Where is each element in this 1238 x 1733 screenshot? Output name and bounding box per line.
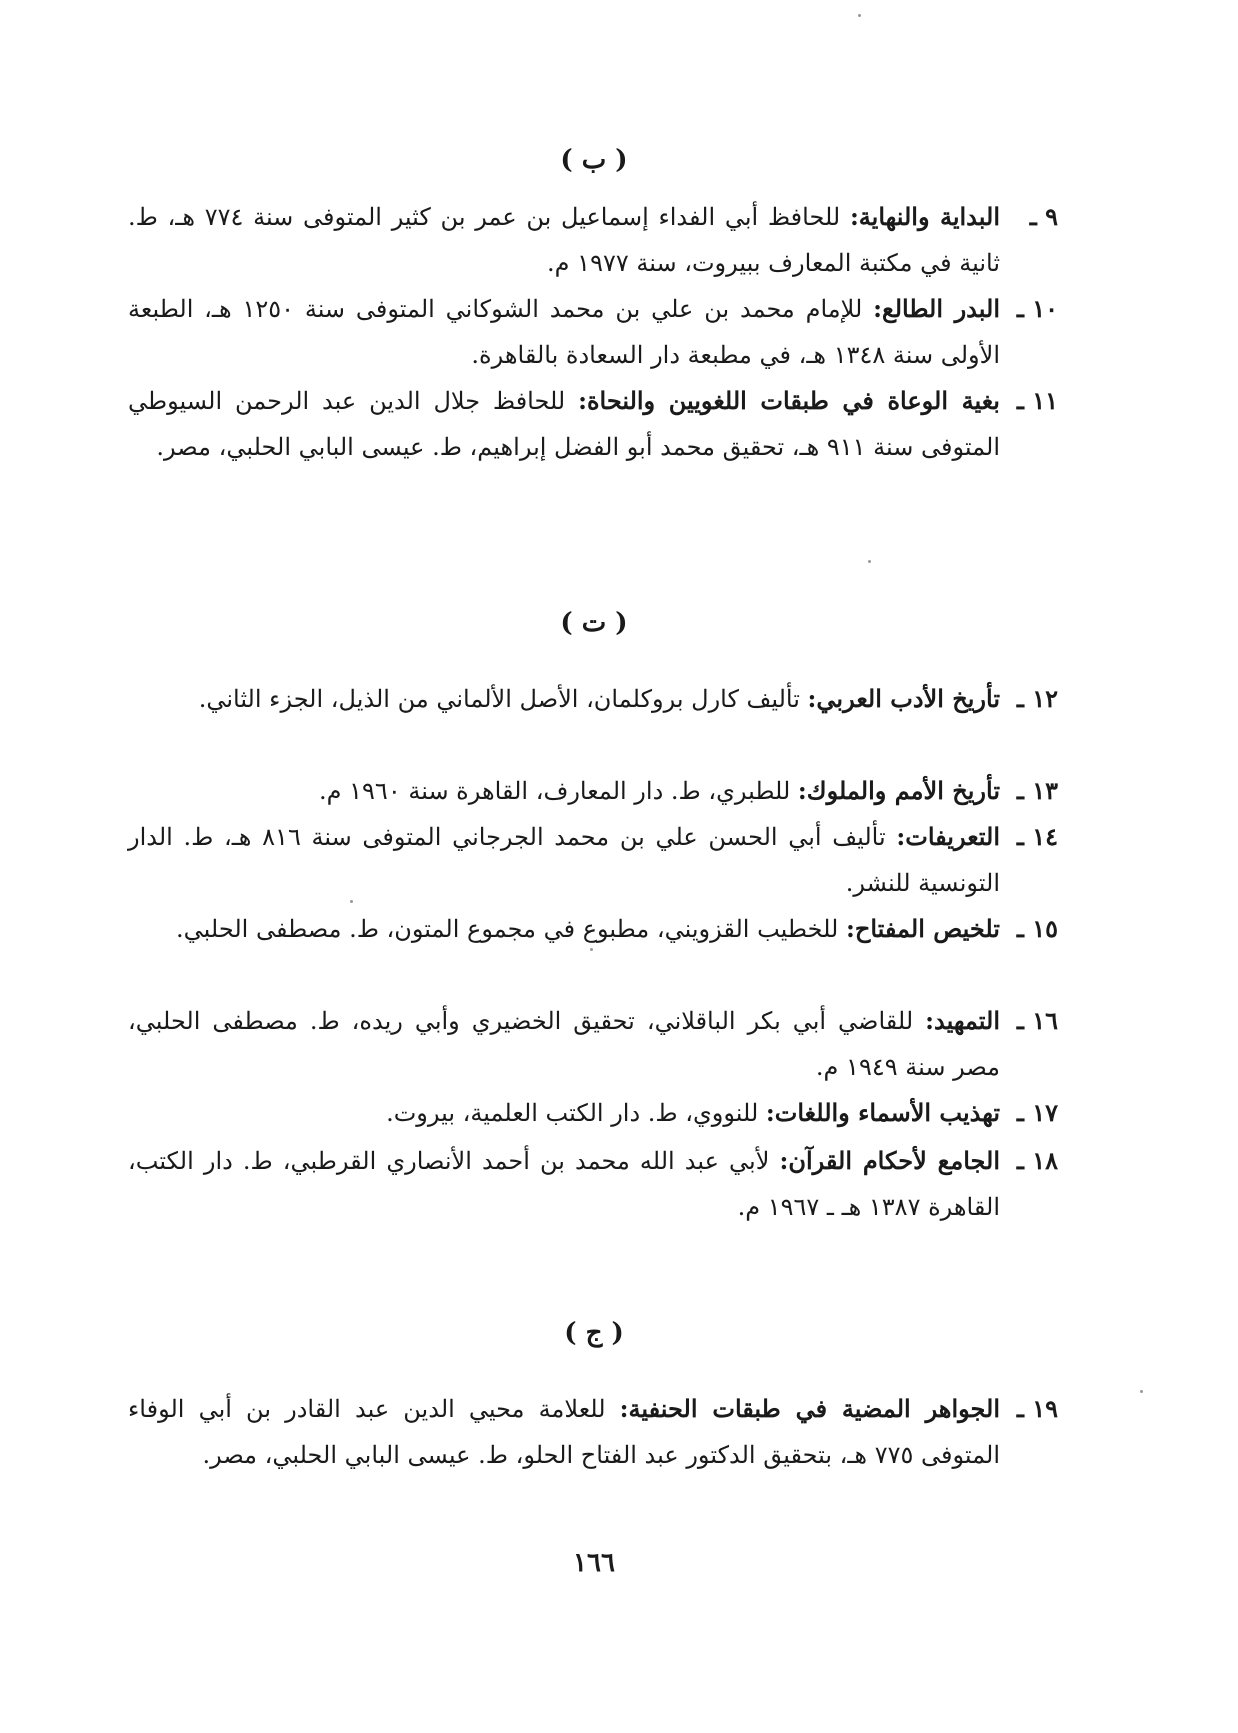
entry-text: للعلامة محيي الدين عبد القادر بن أبي الوفاء المتوفى ٧٧٥ هـ، بتحقيق الدكتور عبد الفتاح الحلو، ط. عيسى البابي الحلبي، مصر. — [128, 1395, 1000, 1469]
bibliography-entry — [128, 768, 1058, 814]
entry-number: ١٦ ـ — [1016, 1006, 1058, 1035]
bibliography-entry — [128, 676, 1058, 722]
entry-title: البداية والنهاية: — [849, 202, 1001, 231]
entry-number: ١٠ ـ — [1016, 294, 1058, 323]
section-heading-ta: ( ت ) — [560, 608, 628, 638]
section-heading-ba: ( ب ) — [560, 145, 628, 175]
scan-speck — [858, 14, 861, 17]
entry-number: ١٥ ـ — [1016, 914, 1058, 943]
entry-title: تهذيب الأسماء واللغات: — [765, 1098, 1000, 1127]
entry-text: للطبري، ط. دار المعارف، القاهرة سنة ١٩٦٠ م. — [319, 777, 798, 805]
bibliography-entry — [128, 378, 1058, 470]
bibliography-entry — [128, 998, 1058, 1090]
entry-text: للخطيب القزويني، مطبوع في مجموع المتون، ط. مصطفى الحلبي. — [176, 915, 846, 943]
entry-title: الجامع لأحكام القرآن: — [779, 1146, 1000, 1175]
entry-title: تأريخ الأمم والملوك: — [797, 776, 1000, 805]
entry-title: الجواهر المضية في طبقات الحنفية: — [619, 1394, 1001, 1423]
bibliography-entry — [128, 1386, 1058, 1478]
bibliography-entry — [128, 814, 1058, 906]
entry-text: لأبي عبد الله محمد بن أحمد الأنصاري القرطبي، ط. دار الكتب، القاهرة ١٣٨٧ هـ ـ ١٩٦٧ م. — [128, 1147, 1000, 1221]
entry-text: تأليف كارل بروكلمان، الأصل الألماني من الذيل، الجزء الثاني. — [198, 685, 808, 713]
entry-title: التعريفات: — [896, 822, 1000, 851]
entry-title: تأريخ الأدب العربي: — [807, 684, 1000, 713]
page-number: ١٦٦ — [573, 1548, 615, 1578]
entry-number: ١٨ ـ — [1016, 1146, 1058, 1175]
bibliography-entry — [128, 906, 1058, 952]
entry-title: تلخيص المفتاح: — [845, 914, 1000, 943]
entry-number: ١٩ ـ — [1016, 1394, 1058, 1423]
entry-text: للنووي، ط. دار الكتب العلمية، بيروت. — [386, 1099, 766, 1127]
bibliography-entry — [128, 194, 1058, 286]
bibliography-entry — [128, 1090, 1058, 1136]
entry-number: ١٢ ـ — [1016, 684, 1058, 713]
scan-speck — [868, 560, 871, 563]
entry-title: التمهيد: — [925, 1006, 1000, 1035]
entry-number: ١٤ ـ — [1016, 822, 1058, 851]
scan-speck — [350, 900, 353, 903]
entry-title: البدر الطالع: — [873, 294, 1000, 323]
scan-speck — [590, 948, 593, 951]
entry-number: ٩ ـ — [1029, 202, 1058, 231]
entry-text: للحافظ جلال الدين عبد الرحمن السيوطي المتوفى سنة ٩١١ هـ، تحقيق محمد أبو الفضل إبراهيم، ط. عيسى البابي الحلبي، مصر. — [128, 387, 1000, 461]
entry-number: ١١ ـ — [1016, 386, 1058, 415]
entry-number: ١٧ ـ — [1016, 1098, 1058, 1127]
entry-text: للإمام محمد بن علي بن محمد الشوكاني المتوفى سنة ١٢٥٠ هـ، الطبعة الأولى سنة ١٣٤٨ هـ، في مطبعة دار السعادة بالقاهرة. — [128, 295, 1000, 369]
entry-title: بغية الوعاة في طبقات اللغويين والنحاة: — [578, 386, 1000, 415]
entry-text: للحافظ أبي الفداء إسماعيل بن عمر بن كثير المتوفى سنة ٧٧٤ هـ، ط. ثانية في مكتبة المعارف ببيروت، سنة ١٩٧٧ م. — [128, 203, 1000, 277]
bibliography-entry — [128, 286, 1058, 378]
bibliography-entry — [128, 1138, 1058, 1230]
entry-text: للقاضي أبي بكر الباقلاني، تحقيق الخضيري وأبي ريده، ط. مصطفى الحلبي، مصر سنة ١٩٤٩ م. — [128, 1007, 1000, 1081]
entry-text: تأليف أبي الحسن علي بن محمد الجرجاني المتوفى سنة ٨١٦ هـ، ط. الدار التونسية للنشر. — [128, 823, 1000, 897]
entry-number: ١٣ ـ — [1016, 776, 1058, 805]
section-heading-jim: ( ج ) — [564, 1318, 624, 1348]
scan-speck — [1140, 1390, 1143, 1393]
